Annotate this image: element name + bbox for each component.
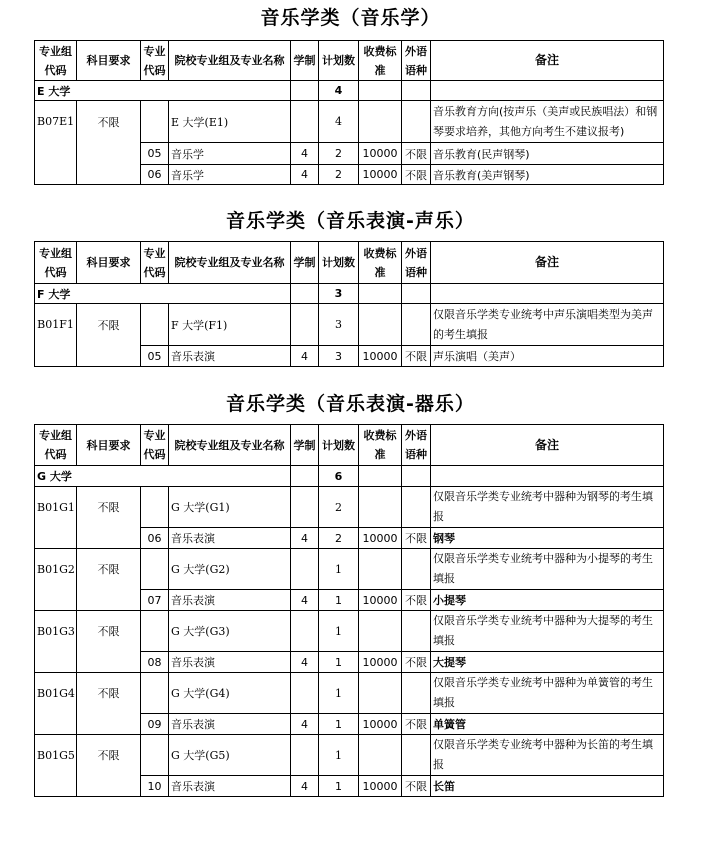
header-note: 备注 bbox=[431, 41, 664, 81]
major-name: 音乐表演 bbox=[169, 346, 291, 367]
major-name: 音乐表演 bbox=[169, 590, 291, 611]
group-row bbox=[35, 487, 664, 528]
major-lang: 不限 bbox=[402, 143, 431, 165]
major-fee: 10000 bbox=[359, 714, 402, 735]
major-years: 4 bbox=[291, 143, 319, 165]
group-name: E 大学(E1) bbox=[169, 101, 291, 143]
section-title: 音乐学类（音乐表演-声乐） bbox=[226, 210, 475, 232]
group-plan: 2 bbox=[319, 487, 359, 528]
major-note: 单簧管 bbox=[431, 714, 664, 735]
group-row bbox=[35, 673, 664, 714]
section-title: 音乐学类（音乐学） bbox=[260, 7, 441, 29]
group-code: B01G3 bbox=[35, 611, 77, 652]
major-fee: 10000 bbox=[359, 652, 402, 673]
major-plan: 1 bbox=[319, 590, 359, 611]
major-fee: 10000 bbox=[359, 346, 402, 367]
header-lang: 外语语种 bbox=[402, 242, 431, 284]
major-name: 音乐表演 bbox=[169, 528, 291, 549]
school-row bbox=[35, 81, 664, 101]
header-plan: 计划数 bbox=[319, 242, 359, 284]
major-row bbox=[35, 165, 664, 185]
major-row bbox=[35, 528, 664, 549]
major-fee: 10000 bbox=[359, 143, 402, 165]
major-note: 钢琴 bbox=[431, 528, 664, 549]
header-name: 院校专业组及专业名称 bbox=[169, 242, 291, 284]
major-code: 05 bbox=[141, 346, 169, 367]
admission-table bbox=[34, 424, 664, 797]
school-plan: 3 bbox=[319, 284, 359, 304]
group-note: 仅限音乐学类专业统考中器种为长笛的考生填报 bbox=[431, 735, 664, 776]
group-plan: 1 bbox=[319, 673, 359, 714]
header-row bbox=[35, 425, 664, 466]
major-lang: 不限 bbox=[402, 590, 431, 611]
header-lang: 外语语种 bbox=[402, 41, 431, 81]
major-row bbox=[35, 590, 664, 611]
major-note: 音乐教育(美声钢琴) bbox=[431, 165, 664, 185]
major-code: 05 bbox=[141, 143, 169, 165]
header-plan: 计划数 bbox=[319, 41, 359, 81]
school-plan: 4 bbox=[319, 81, 359, 101]
group-note: 仅限音乐学类专业统考中器种为单簧管的考生填报 bbox=[431, 673, 664, 714]
major-code: 09 bbox=[141, 714, 169, 735]
major-code: 10 bbox=[141, 776, 169, 797]
header-row bbox=[35, 41, 664, 81]
admission-table bbox=[34, 40, 664, 185]
header-subject-req: 科目要求 bbox=[77, 242, 141, 284]
header-group-code: 专业组代码 bbox=[35, 41, 77, 81]
major-name: 音乐表演 bbox=[169, 652, 291, 673]
header-name: 院校专业组及专业名称 bbox=[169, 425, 291, 466]
major-years: 4 bbox=[291, 528, 319, 549]
header-lang: 外语语种 bbox=[402, 425, 431, 466]
header-subject-req: 科目要求 bbox=[77, 41, 141, 81]
major-note: 大提琴 bbox=[431, 652, 664, 673]
header-years: 学制 bbox=[291, 242, 319, 284]
group-name: G 大学(G1) bbox=[169, 487, 291, 528]
group-code: B01G5 bbox=[35, 735, 77, 776]
header-years: 学制 bbox=[291, 41, 319, 81]
major-fee: 10000 bbox=[359, 165, 402, 185]
header-major-code: 专业代码 bbox=[141, 41, 169, 81]
group-row bbox=[35, 611, 664, 652]
group-note: 音乐教育方向(按声乐（美声或民族唱法）和钢琴要求培养，其他方向考生不建议报考) bbox=[431, 101, 664, 143]
school-name: G 大学 bbox=[35, 466, 291, 487]
major-code: 06 bbox=[141, 528, 169, 549]
header-name: 院校专业组及专业名称 bbox=[169, 41, 291, 81]
group-name: G 大学(G4) bbox=[169, 673, 291, 714]
group-code: B01G4 bbox=[35, 673, 77, 714]
major-name: 音乐学 bbox=[169, 165, 291, 185]
major-lang: 不限 bbox=[402, 652, 431, 673]
major-lang: 不限 bbox=[402, 165, 431, 185]
header-fee: 收费标准 bbox=[359, 41, 402, 81]
major-plan: 3 bbox=[319, 346, 359, 367]
major-plan: 2 bbox=[319, 165, 359, 185]
group-code: B01G2 bbox=[35, 549, 77, 590]
admission-table bbox=[34, 241, 664, 367]
group-note: 仅限音乐学类专业统考中器种为小提琴的考生填报 bbox=[431, 549, 664, 590]
group-name: G 大学(G2) bbox=[169, 549, 291, 590]
group-plan: 1 bbox=[319, 611, 359, 652]
major-row bbox=[35, 143, 664, 165]
major-years: 4 bbox=[291, 590, 319, 611]
group-name: G 大学(G3) bbox=[169, 611, 291, 652]
major-years: 4 bbox=[291, 346, 319, 367]
major-note: 声乐演唱（美声） bbox=[431, 346, 664, 367]
school-plan: 6 bbox=[319, 466, 359, 487]
header-major-code: 专业代码 bbox=[141, 242, 169, 284]
school-row bbox=[35, 466, 664, 487]
header-plan: 计划数 bbox=[319, 425, 359, 466]
section-title: 音乐学类（音乐表演-器乐） bbox=[226, 393, 475, 415]
header-subject-req: 科目要求 bbox=[77, 425, 141, 466]
group-row bbox=[35, 101, 664, 143]
major-row bbox=[35, 714, 664, 735]
group-plan: 1 bbox=[319, 549, 359, 590]
group-row bbox=[35, 549, 664, 590]
major-plan: 1 bbox=[319, 652, 359, 673]
header-years: 学制 bbox=[291, 425, 319, 466]
major-lang: 不限 bbox=[402, 776, 431, 797]
major-row bbox=[35, 652, 664, 673]
major-note: 长笛 bbox=[431, 776, 664, 797]
school-name: E 大学 bbox=[35, 81, 291, 101]
major-years: 4 bbox=[291, 776, 319, 797]
major-plan: 2 bbox=[319, 528, 359, 549]
group-name: F 大学(F1) bbox=[169, 304, 291, 346]
group-req: 不限 bbox=[77, 611, 141, 652]
group-plan: 4 bbox=[319, 101, 359, 143]
major-name: 音乐表演 bbox=[169, 776, 291, 797]
group-note: 仅限音乐学类专业统考中器种为大提琴的考生填报 bbox=[431, 611, 664, 652]
group-name: G 大学(G5) bbox=[169, 735, 291, 776]
group-code: B07E1 bbox=[35, 101, 77, 143]
group-code: B01F1 bbox=[35, 304, 77, 346]
major-plan: 2 bbox=[319, 143, 359, 165]
header-group-code: 专业组代码 bbox=[35, 425, 77, 466]
major-lang: 不限 bbox=[402, 346, 431, 367]
group-req: 不限 bbox=[77, 304, 141, 346]
group-req: 不限 bbox=[77, 549, 141, 590]
major-fee: 10000 bbox=[359, 590, 402, 611]
major-row bbox=[35, 346, 664, 367]
major-plan: 1 bbox=[319, 776, 359, 797]
header-fee: 收费标准 bbox=[359, 425, 402, 466]
major-row bbox=[35, 776, 664, 797]
header-major-code: 专业代码 bbox=[141, 425, 169, 466]
header-note: 备注 bbox=[431, 425, 664, 466]
group-row bbox=[35, 304, 664, 346]
header-note: 备注 bbox=[431, 242, 664, 284]
major-code: 07 bbox=[141, 590, 169, 611]
header-row bbox=[35, 242, 664, 284]
group-plan: 1 bbox=[319, 735, 359, 776]
major-plan: 1 bbox=[319, 714, 359, 735]
major-code: 08 bbox=[141, 652, 169, 673]
group-code: B01G1 bbox=[35, 487, 77, 528]
major-years: 4 bbox=[291, 714, 319, 735]
major-fee: 10000 bbox=[359, 528, 402, 549]
major-years: 4 bbox=[291, 165, 319, 185]
group-req: 不限 bbox=[77, 101, 141, 143]
group-row bbox=[35, 735, 664, 776]
header-group-code: 专业组代码 bbox=[35, 242, 77, 284]
major-name: 音乐学 bbox=[169, 143, 291, 165]
major-years: 4 bbox=[291, 652, 319, 673]
group-req: 不限 bbox=[77, 673, 141, 714]
school-name: F 大学 bbox=[35, 284, 291, 304]
school-row bbox=[35, 284, 664, 304]
major-note: 小提琴 bbox=[431, 590, 664, 611]
group-note: 仅限音乐学类专业统考中器种为钢琴的考生填报 bbox=[431, 487, 664, 528]
major-lang: 不限 bbox=[402, 528, 431, 549]
group-note: 仅限音乐学类专业统考中声乐演唱类型为美声的考生填报 bbox=[431, 304, 664, 346]
group-plan: 3 bbox=[319, 304, 359, 346]
group-req: 不限 bbox=[77, 487, 141, 528]
major-fee: 10000 bbox=[359, 776, 402, 797]
group-req: 不限 bbox=[77, 735, 141, 776]
major-note: 音乐教育(民声钢琴) bbox=[431, 143, 664, 165]
major-code: 06 bbox=[141, 165, 169, 185]
header-fee: 收费标准 bbox=[359, 242, 402, 284]
major-name: 音乐表演 bbox=[169, 714, 291, 735]
major-lang: 不限 bbox=[402, 714, 431, 735]
